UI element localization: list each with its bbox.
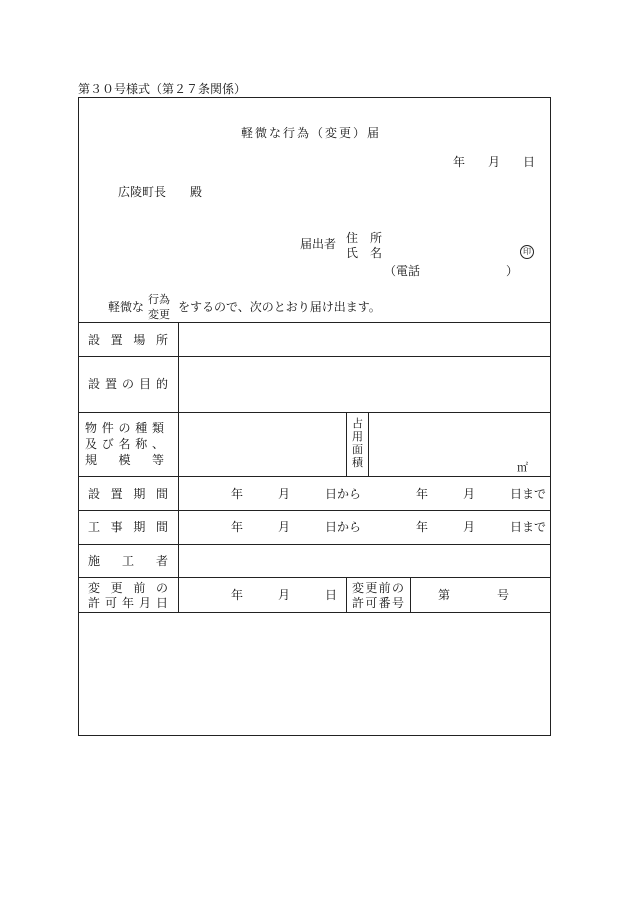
area-label-3: 面 xyxy=(352,443,363,456)
install-from-year: 年 xyxy=(231,487,244,501)
seal-icon: 印 xyxy=(520,245,534,259)
date-month: 月 xyxy=(488,155,501,169)
prev-date-day: 日 xyxy=(325,588,338,602)
prev-date-month: 月 xyxy=(278,588,291,602)
install-to-year: 年 xyxy=(416,487,429,501)
area-label-2: 用 xyxy=(352,430,363,443)
prev-number-go: 号 xyxy=(497,588,510,602)
contractor-label: 施 工 者 xyxy=(88,554,168,568)
date-year: 年 xyxy=(453,155,466,169)
construction-from-year: 年 xyxy=(231,520,244,534)
statement-suffix: をするので、次のとおり届け出ます。 xyxy=(178,300,381,314)
addressee-name: 広陵町長 xyxy=(118,185,167,199)
install-period-label: 設 置 期 間 xyxy=(88,487,168,501)
prev-date-year: 年 xyxy=(231,588,244,602)
construction-from-month: 月 xyxy=(278,520,291,534)
area-label-1: 占 xyxy=(352,417,363,430)
prev-date-label-line2: 許 可 年 月 日 xyxy=(88,596,168,610)
statement-prefix: 軽微な xyxy=(108,300,145,314)
install-to-day: 日まで xyxy=(510,487,547,501)
install-from-day: 日から xyxy=(325,487,362,501)
address-label: 住 所 xyxy=(346,231,383,245)
purpose-label: 設 置 の 目 的 xyxy=(88,377,168,391)
area-label-4: 積 xyxy=(352,456,363,469)
construction-to-day: 日まで xyxy=(510,520,547,534)
prev-number-label-line2: 許 可 番 号 xyxy=(352,596,404,610)
location-label: 設 置 場 所 xyxy=(88,333,168,347)
addressee-honorific: 殿 xyxy=(190,185,203,199)
form-number: 第３０号様式（第２７条関係） xyxy=(78,82,247,96)
name-label: 氏 名 xyxy=(346,246,383,260)
object-label-line2: 及 び 名 称 、 xyxy=(85,437,164,451)
construction-period-label: 工 事 期 間 xyxy=(88,520,168,534)
date-day: 日 xyxy=(523,155,536,169)
prev-number-label-line1: 変 更 前 の xyxy=(352,581,404,595)
construction-to-month: 月 xyxy=(463,520,476,534)
install-from-month: 月 xyxy=(278,487,291,501)
object-label-line1: 物 件 の 種 類 xyxy=(85,421,164,435)
statement-option-act: 行為 xyxy=(148,293,170,306)
area-unit: ㎡ xyxy=(517,461,528,474)
statement-option-change: 変更 xyxy=(148,308,170,321)
form-title: 軽微な行為（変更）届 xyxy=(241,126,382,140)
construction-from-day: 日から xyxy=(325,520,362,534)
object-label-line3: 規 模 等 xyxy=(85,453,164,467)
prev-date-label-line1: 変 更 前 の xyxy=(88,581,168,595)
prev-number-dai: 第 xyxy=(438,588,451,602)
construction-to-year: 年 xyxy=(416,520,429,534)
applicant-label: 届出者 xyxy=(300,237,337,251)
phone-close: ） xyxy=(506,264,519,278)
phone-open: （電話 xyxy=(384,264,421,278)
install-to-month: 月 xyxy=(463,487,476,501)
